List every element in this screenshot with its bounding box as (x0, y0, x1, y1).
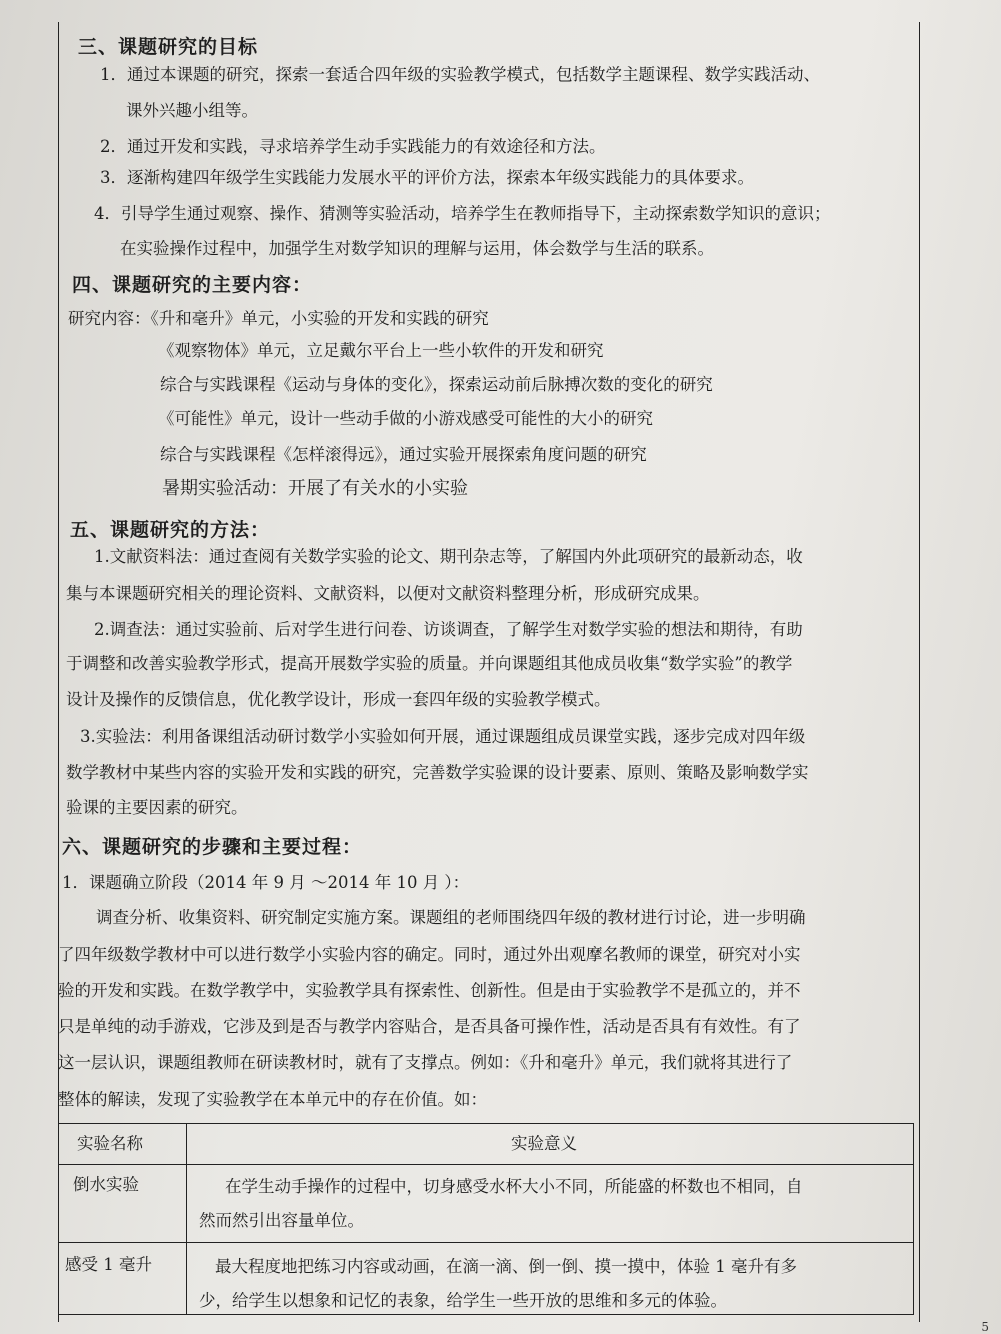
s4-line-1: 研究内容：《升和毫升》单元，小实验的开发和实践的研究 (68, 309, 489, 328)
s3-line-4: 3．逐渐构建四年级学生实践能力发展水平的评价方法，探索本年级实践能力的具体要求。 (100, 168, 754, 187)
s6-line-4: 验的开发和实践。在数学教学中，实验教学具有探索性、创新性。但是由于实验教学不是孤立的，并不 (58, 981, 801, 1000)
s6-line-6: 这一层认识，课题组教师在研读教材时，就有了支撑点。例如：《升和毫升》单元，我们就将其进行了 (58, 1053, 793, 1072)
section-4-heading: 四、课题研究的主要内容： (72, 274, 313, 296)
s6-line-2: 调查分析、收集资料、研究制定实施方案。课题组的老师围绕四年级的教材进行讨论，进一步明确 (96, 908, 806, 927)
row-1-meaning-line-2: 然而然引出容量单位。 (199, 1211, 364, 1230)
table-header-row (59, 1124, 913, 1165)
table-row (59, 1164, 913, 1243)
s5-line-4: 于调整和改善实验教学形式，提高开展数学实验的质量。并向课题组其他成员收集“数学实验”的教学 (66, 654, 793, 673)
section-3-heading: 三、课题研究的目标 (78, 36, 259, 58)
s5-line-2: 集与本课题研究相关的理论资料、文献资料，以便对文献资料整理分析，形成研究成果。 (66, 584, 710, 603)
s6-line-5: 只是单纯的动手游戏，它涉及到是否与教学内容贴合，是否具备可操作性，活动是否具有有效性。有了 (58, 1017, 801, 1036)
s5-line-8: 验课的主要因素的研究。 (66, 798, 248, 817)
table-row (59, 1242, 913, 1314)
s4-line-5: 综合与实践课程《怎样滚得远》，通过实验开展探索角度问题的研究 (160, 445, 647, 464)
row-2-meaning-line-1: 最大程度地把练习内容或动画，在滴一滴、倒一倒、摸一摸中，体验 1 毫升有多 (215, 1257, 797, 1276)
s5-line-5: 设计及操作的反馈信息，优化教学设计，形成一套四年级的实验教学模式。 (66, 690, 611, 709)
s4-line-3: 综合与实践课程《运动与身体的变化》，探索运动前后脉搏次数的变化的研究 (160, 375, 713, 394)
row-1-name: 倒水实验 (73, 1175, 139, 1194)
experiment-table (58, 1123, 914, 1315)
s4-line-6: 暑期实验活动：开展了有关水的小实验 (162, 478, 468, 499)
s4-line-4: 《可能性》单元，设计一些动手做的小游戏感受可能性的大小的研究 (158, 409, 653, 428)
s6-line-7: 整体的解读，发现了实验教学在本单元中的存在价值。如： (58, 1090, 487, 1109)
section-5-heading: 五、课题研究的方法： (70, 519, 271, 541)
table-column-divider (186, 1124, 187, 1314)
s3-line-2: 课外兴趣小组等。 (126, 101, 258, 120)
row-1-meaning-line-1: 在学生动手操作的过程中，切身感受水杯大小不同，所能盛的杯数也不相同，自 (225, 1177, 803, 1196)
s6-line-3: 了四年级数学教材中可以进行数学小实验内容的确定。同时，通过外出观摩名教师的课堂，研究对小实 (58, 945, 801, 964)
s3-line-1: 1．通过本课题的研究，探索一套适合四年级的实验教学模式，包括数学主题课程、数学实践活动、 (100, 65, 820, 84)
row-2-name: 感受 1 毫升 (65, 1255, 152, 1274)
s5-line-6: 3.实验法：利用备课组活动研讨数学小实验如何开展，通过课题组成员课堂实践，逐步完成对四年级 (80, 727, 806, 746)
s3-line-3: 2．通过开发和实践，寻求培养学生动手实践能力的有效途径和方法。 (100, 137, 606, 156)
s4-line-2: 《观察物体》单元，立足戴尔平台上一些小软件的开发和研究 (158, 341, 604, 360)
s3-line-5: 4．引导学生通过观察、操作、猜测等实验活动，培养学生在教师指导下，主动探索数学知识的意识； (94, 204, 831, 223)
row-2-meaning-line-2: 少，给学生以想象和记忆的表象，给学生一些开放的思维和多元的体验。 (199, 1291, 727, 1310)
s5-line-1: 1.文献资料法：通过查阅有关数学实验的论文、期刊杂志等，了解国内外此项研究的最新动态，收 (94, 547, 803, 566)
s5-line-7: 数学教材中某些内容的实验开发和实践的研究，完善数学实验课的设计要素、原则、策略及影响数学实 (66, 763, 809, 782)
s3-line-6: 在实验操作过程中，加强学生对数学知识的理解与运用，体会数学与生活的联系。 (120, 239, 714, 258)
header-experiment-name: 实验名称 (77, 1134, 143, 1153)
s5-line-3: 2.调查法：通过实验前、后对学生进行问卷、访谈调查，了解学生对数学实验的想法和期待，有助 (94, 620, 803, 639)
s6-line-1: 1．课题确立阶段（2014 年 9 月 ～2014 年 10 月 ）： (62, 873, 470, 892)
page-number: 5 (981, 1320, 989, 1334)
section-6-heading: 六、课题研究的步骤和主要过程： (62, 836, 363, 858)
header-experiment-meaning: 实验意义 (511, 1134, 577, 1153)
